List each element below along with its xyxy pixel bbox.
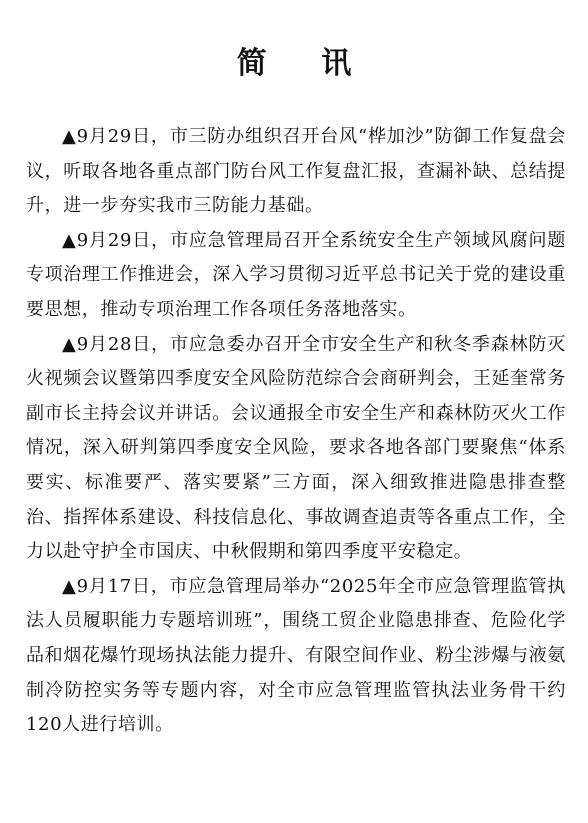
news-brief-body [26,120,566,743]
page-title: 简 讯 [236,46,374,81]
news-item-1: ▲9月29日，市三防办组织召开台风“桦加沙”防御工作复盘会议，听取各地各重点部门防台风工作复盘汇报，查漏补缺、总结提升，进一步夯实我市三防能力基础。 [26,126,566,217]
news-item-4: ▲9月17日，市应急管理局举办“2025年全市应急管理监管执法人员履职能力专题培训班”，围绕工贸企业隐患排查、危险化学品和烟花爆竹现场执法能力提升、有限空间作业、粉尘涉爆与液氨制冷防控实务等专题内容，对全市应急管理监管执法业务骨干约120人进行培训。 [26,575,566,736]
news-item-3: ▲9月28日，市应急委办召开全市安全生产和秋冬季森林防灭火视频会议暨第四季度安全风险防范综合会商研判会，王延奎常务副市长主持会议并讲话。会议通报全市安全生产和森林防灭火工作情况，深入研判第四季度安全风险，要求各地各部门要聚焦“体系要实、标准要严、落实要紧”三方面，深入细致推进隐患排查整治、指挥体系建设、科技信息化、事故调查追责等各重点工作，全力以赴守护全市国庆、中秋假期和第四季度平安稳定。 [26,333,566,563]
news-item-2: ▲9月29日，市应急管理局召开全系统安全生产领域风腐问题专项治理工作推进会，深入学习贯彻习近平总书记关于党的建设重要思想，推动专项治理工作各项任务落地落实。 [26,229,566,320]
